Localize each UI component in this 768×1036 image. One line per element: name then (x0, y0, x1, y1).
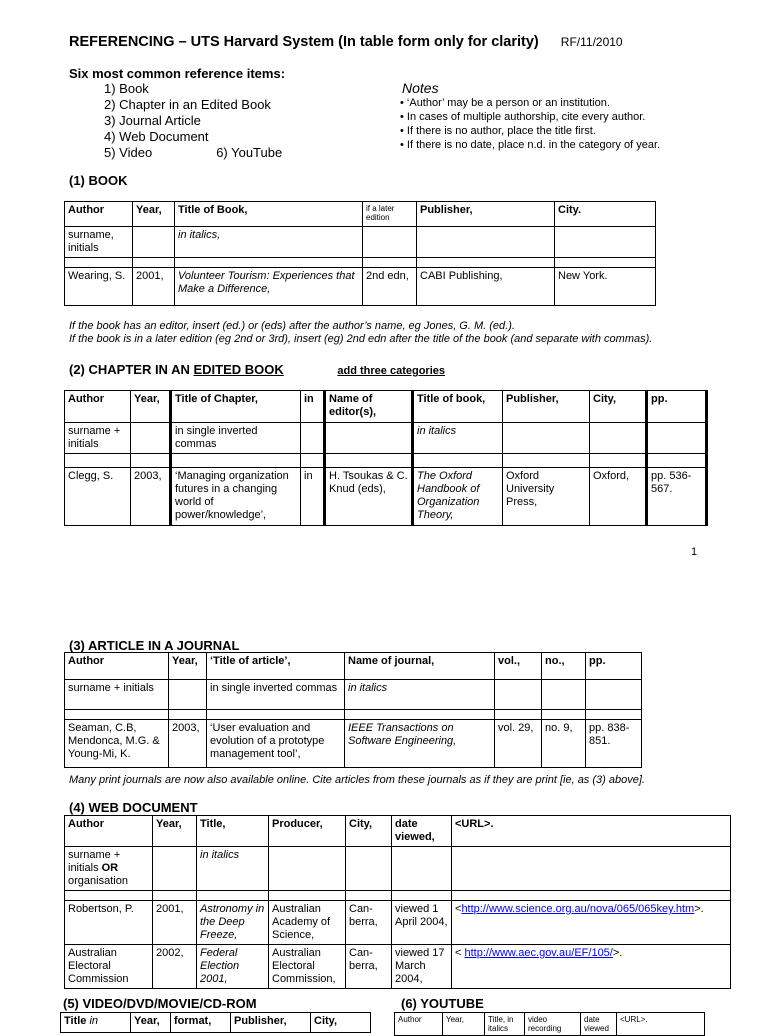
chapter-table (64, 390, 708, 526)
table-row: Wearing, S. 2001, Volunteer Tourism: Experiences that Make a Difference, 2nd edn, CABI Publishing, New York. (65, 268, 656, 306)
intro-heading: Six most common reference items: (69, 66, 286, 81)
document-header (69, 34, 623, 50)
book-editor-note: If the book has an editor, insert (ed.) or (eds) after the author’s name, eg Jones, G. M. (ed.). (69, 320, 515, 332)
video-heading: (5) VIDEO/DVD/MOVIE/CD-ROM (63, 996, 257, 1011)
table-row: surname + initials in single inverted commas in italics (65, 423, 707, 454)
chapter-heading: (2) CHAPTER IN AN EDITED BOOK add three categories (69, 362, 445, 377)
table-row: Clegg, S. 2003, ‘Managing organization futures in a changing world of power/knowledge’, in H. Tsoukas & C. Knud (eds), The Oxford Handbook of Organization Theory, Oxford University Press, Oxford, pp. 536-567. (65, 468, 707, 526)
journal-online-note: Many print journals are now also available online. Cite articles from these journals as if they are print [ie, as (3) above]. (69, 774, 645, 786)
list-item: 2) Chapter in an Edited Book (104, 97, 271, 112)
table-row: Robertson, P. 2001, Astronomy in the Deep Freeze, Australian Academy of Science, Can-berra, viewed 1 April 2004, <http://www.science.org.au/nova/065/065key.htm>. (65, 901, 731, 945)
table-row: surname + initials in single inverted commas in italics (65, 680, 642, 710)
web-table (64, 815, 731, 989)
book-table (64, 201, 656, 306)
table-row (65, 454, 707, 468)
page-title: REFERENCING – UTS Harvard System (In table form only for clarity) (69, 34, 539, 50)
document-date: RF/11/2010 (560, 35, 623, 49)
table-row: surname, initials in italics, (65, 227, 656, 258)
journal-heading: (3) ARTICLE IN A JOURNAL (69, 638, 240, 653)
list-item: 4) Web Document (104, 129, 209, 144)
table-row (65, 710, 642, 720)
book-edition-note: If the book is in a later edition (eg 2nd or 3rd), insert (eg) 2nd edn after the title of the book (and separate with commas). (69, 333, 653, 345)
table-row: Author Year, Title of Book, if a later edition Publisher, City. (65, 202, 656, 227)
add-categories-label: add three categories (337, 365, 445, 377)
web-heading: (4) WEB DOCUMENT (69, 800, 198, 815)
video-table (60, 1012, 371, 1033)
science-url-link[interactable]: http://www.science.org.au/nova/065/065key.htm (461, 903, 695, 915)
note-item: • In cases of multiple authorship, cite every author. (400, 111, 646, 123)
table-row: Title in Year, format, Publisher, City, (61, 1013, 371, 1033)
table-row: Australian Electoral Commission 2002, Federal Election 2001, Australian Electoral Commission, Can-berra, viewed 17 March 2004, < http://www.aec.gov.au/EF/105/>. (65, 945, 731, 989)
youtube-heading: (6) YOUTUBE (401, 996, 484, 1011)
youtube-table (394, 1012, 705, 1036)
table-row (65, 891, 731, 901)
notes-title: Notes (402, 80, 439, 96)
list-item: 5) Video 6) YouTube (104, 145, 283, 160)
page-number: 1 (691, 546, 698, 558)
aec-url-link[interactable]: http://www.aec.gov.au/EF/105/ (464, 947, 613, 959)
intro-list (104, 81, 282, 161)
table-row: Author Year, Title, in italics video recording date viewed <URL>. (395, 1013, 705, 1036)
table-row: Author Year, ‘Title of article’, Name of journal, vol., no., pp. (65, 653, 642, 680)
list-item: 3) Journal Article (104, 113, 201, 128)
table-row: Seaman, C.B, Mendonca, M.G. & Young-Mi, K. 2003, ‘User evaluation and evolution of a prototype management tool’, IEEE Transactions on Software Engineering, vol. 29, no. 9, pp. 838-851. (65, 720, 642, 768)
book-heading: (1) BOOK (69, 173, 128, 188)
journal-table (64, 652, 642, 768)
table-row: surname + initials OR organisation in italics (65, 847, 731, 891)
list-item: 1) Book (104, 81, 149, 96)
notes-list (400, 96, 660, 152)
table-row: Author Year, Title, Producer, City, date viewed, <URL>. (65, 816, 731, 847)
table-row: Author Year, Title of Chapter, in Name of editor(s), Title of book, Publisher, City, pp. (65, 391, 707, 423)
note-item: • If there is no date, place n.d. in the category of year. (400, 139, 661, 151)
note-item: • ‘Author’ may be a person or an institution. (400, 97, 610, 109)
table-row (65, 258, 656, 268)
note-item: • If there is no author, place the title first. (400, 125, 596, 137)
